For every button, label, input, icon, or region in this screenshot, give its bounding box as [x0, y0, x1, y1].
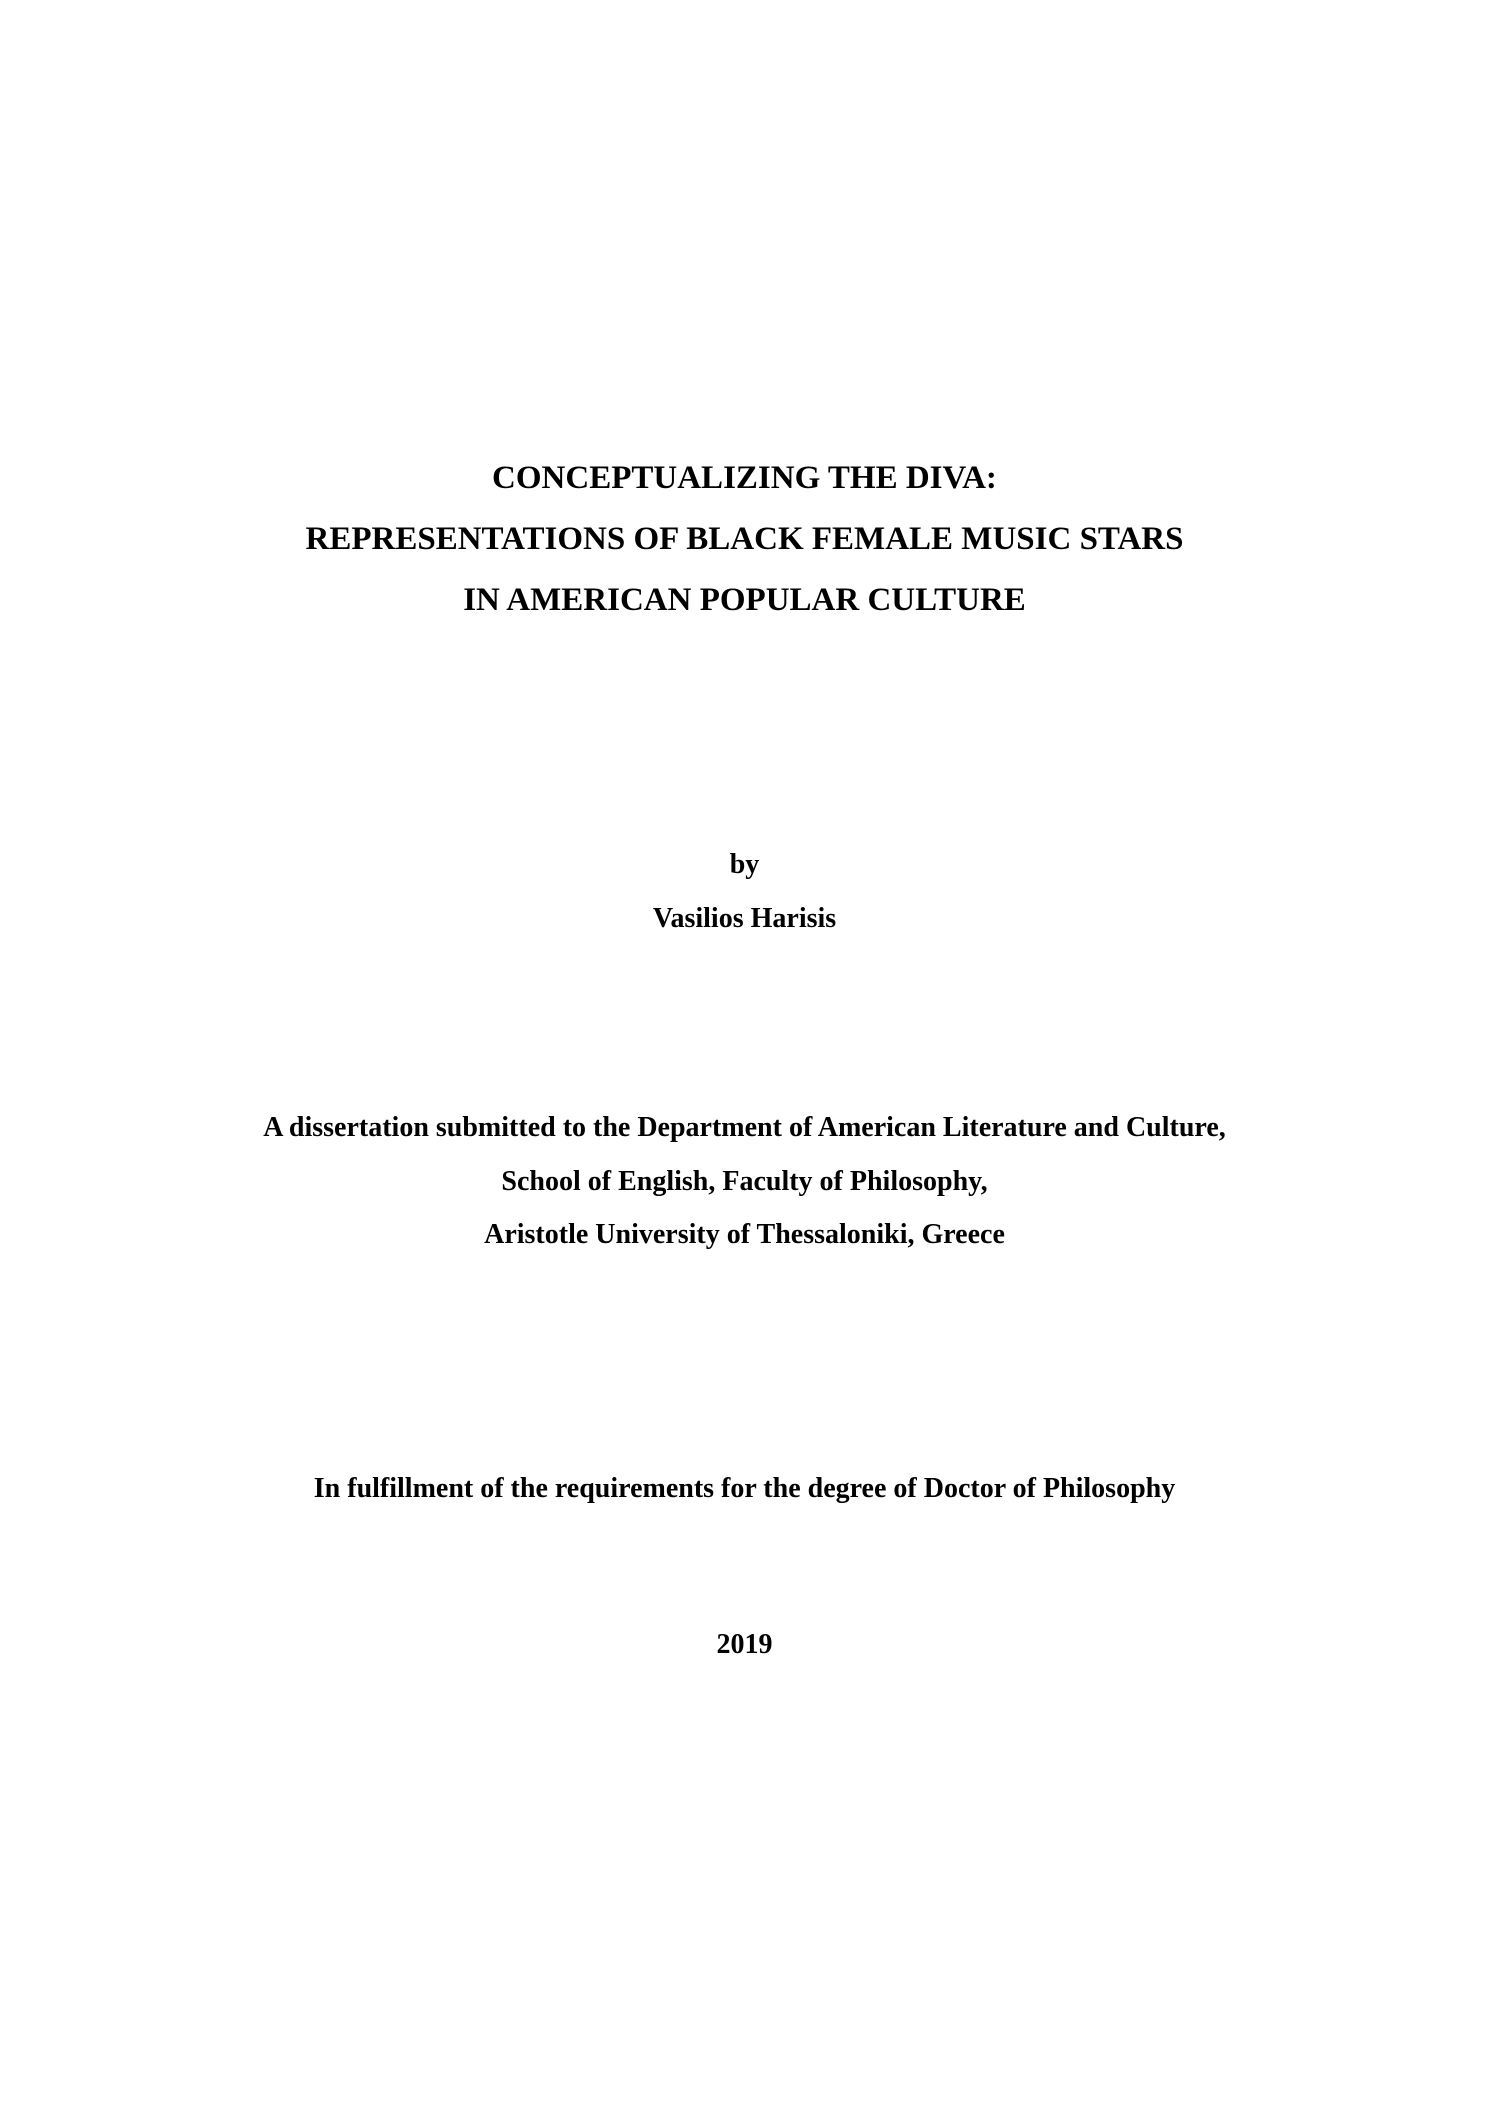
- submission-line-3: Aristotle University of Thessaloniki, Greece: [484, 1219, 1005, 1250]
- title-line-3: IN AMERICAN POPULAR CULTURE: [463, 582, 1026, 618]
- submission-line-1: A dissertation submitted to the Department of American Literature and Culture,: [263, 1112, 1226, 1143]
- title-line-1: CONCEPTUALIZING THE DIVA:: [492, 460, 997, 496]
- title-line-2: REPRESENTATIONS OF BLACK FEMALE MUSIC STARS: [305, 521, 1184, 557]
- fulfillment-statement: In fulfillment of the requirements for the degree of Doctor of Philosophy: [313, 1473, 1176, 1504]
- author-name: Vasilios Harisis: [652, 903, 837, 934]
- year: 2019: [716, 1629, 773, 1660]
- byline-by: by: [729, 849, 760, 880]
- submission-line-2: School of English, Faculty of Philosophy,: [501, 1166, 988, 1197]
